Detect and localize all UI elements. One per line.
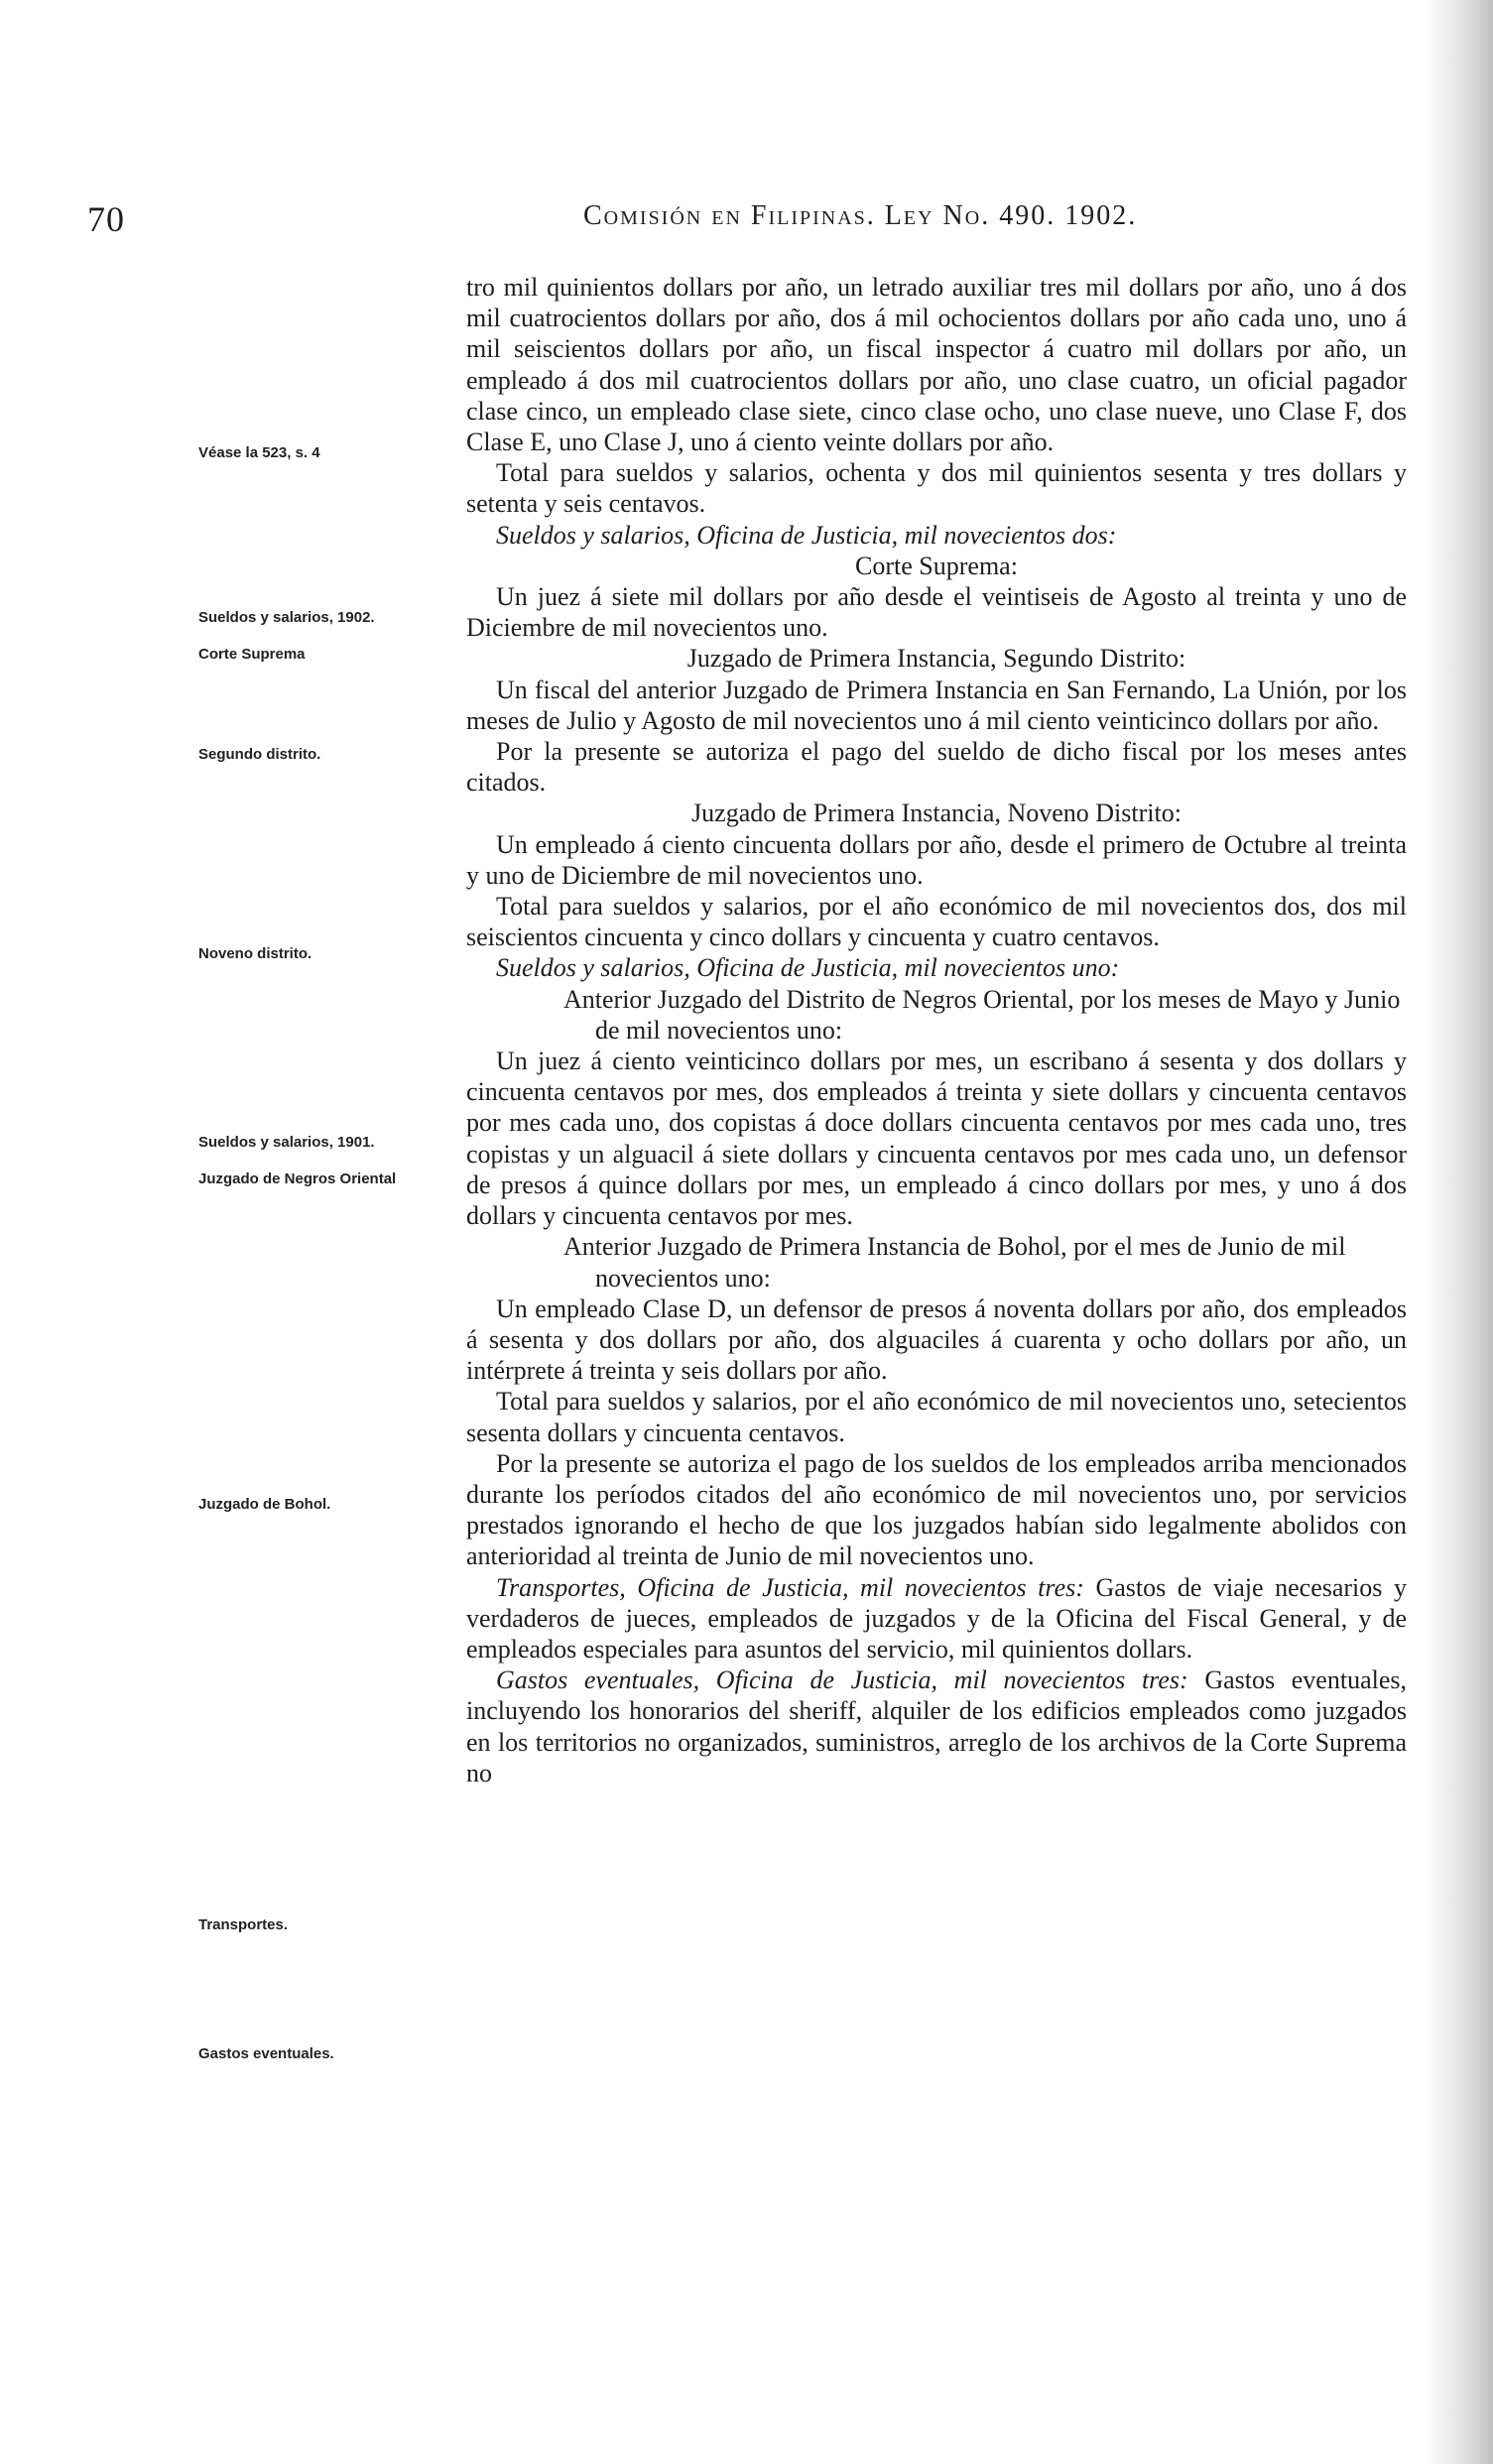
paragraph: Por la presente se autoriza el pago del sueldo de dicho fiscal por los meses antes citados.: [466, 737, 1407, 798]
margin-note-negros-oriental: Juzgado de Negros Oriental: [198, 1170, 397, 1187]
subheading-bohol: Anterior Juzgado de Primera Instancia de Bohol, por el mes de Junio de mil novecientos uno:: [563, 1232, 1346, 1293]
subheading-corte-suprema: Corte Suprema:: [855, 551, 1018, 580]
paragraph-total-3: Total para sueldos y salarios, por el año económico de mil novecientos uno, setecientos sesenta dollars y cincuenta centavos.: [466, 1387, 1407, 1447]
paragraph: Un fiscal del anterior Juzgado de Primera Instancia en San Fernando, La Unión, por los meses de Julio y Agosto de mil novecientos uno á mil ciento veinticinco dollars por año.: [466, 675, 1407, 735]
paragraph-total-2: Total para sueldos y salarios, por el año económico de mil novecientos dos, dos mil seiscientos cincuenta y cinco dollars y cincuenta y cuatro centavos.: [466, 892, 1407, 952]
subheading-noveno-distrito: Juzgado de Primera Instancia, Noveno Distrito:: [691, 799, 1182, 828]
paragraph-transportes: Transportes, Oficina de Justicia, mil novecientos tres: Gastos de viaje necesarios y verdaderos de jueces, empleados de juzgados y de la Oficina del Fiscal General, y de empleados especiales para asuntos del servicio, mil quinientos dollars.: [466, 1572, 1407, 1663]
paragraph: Un empleado á ciento cincuenta dollars por año, desde el primero de Octubre al treinta y uno de Diciembre de mil novecientos uno.: [466, 829, 1407, 890]
margin-note-gastos-eventuales: Gastos eventuales.: [198, 2045, 334, 2062]
section-heading-sueldos-1901: Sueldos y salarios, Oficina de Justicia, mil novecientos uno:: [496, 953, 1120, 983]
paragraph: Un juez á siete mil dollars por año desde el veintiseis de Agosto al treinta y uno de Diciembre de mil novecientos uno.: [466, 582, 1407, 643]
margin-note-bohol: Juzgado de Bohol.: [198, 1496, 331, 1513]
paragraph: tro mil quinientos dollars por año, un letrado auxiliar tres mil dollars por año, uno á dos mil cuatrocientos dollars por año, dos á mil ochocientos dollars por año cada uno, uno á mil seiscientos dollars por año, un fiscal inspector á cuatro mil dollars por año, un empleado á dos mil cuatrocientos dollars por año, uno clase cuatro, un oficial pagador clase cinco, un empleado clase siete, cinco clase ocho, uno clase nueve, uno Clase F, dos Clase E, uno Clase J, uno á ciento veinte dollars por año.: [466, 273, 1407, 457]
margin-note-corte-suprema: Corte Suprema: [198, 646, 306, 663]
margin-note-noveno-distrito: Noveno distrito.: [198, 945, 312, 962]
margin-note-sueldos-1901: Sueldos y salarios, 1901.: [198, 1134, 375, 1151]
body-text: [466, 272, 1407, 1788]
paragraph: Por la presente se autoriza el pago de los sueldos de los empleados arriba mencionados durante los períodos citados del año económico de mil novecientos uno, por servicios prestados ignorando el hecho de que los juzgados habían sido legalmente abolidos con anterioridad al treinta de Junio de mil novecientos uno.: [466, 1448, 1407, 1571]
paragraph-total-1: Total para sueldos y salarios, ochenta y dos mil quinientos sesenta y tres dollars y setenta y seis centavos.: [466, 458, 1407, 519]
subheading-segundo-distrito: Juzgado de Primera Instancia, Segundo Distrito:: [686, 644, 1186, 674]
paragraph-gastos-eventuales: Gastos eventuales, Oficina de Justicia, mil novecientos tres: Gastos eventuales, incluyendo los honorarios del sheriff, alquiler de los edificios empleados como juzgados en los territorios no organizados, suministros, arreglo de los archivos de la Corte Suprema no: [466, 1665, 1407, 1787]
section-heading-sueldos-1902: Sueldos y salarios, Oficina de Justicia, mil novecientos dos:: [496, 520, 1117, 550]
running-head: [87, 196, 1273, 239]
margin-note-sueldos-1902: Sueldos y salarios, 1902.: [198, 609, 375, 626]
margin-note-transportes: Transportes.: [198, 1916, 289, 1933]
subheading-negros-oriental: Anterior Juzgado del Distrito de Negros Oriental, por los meses de Mayo y Junio de mil novecientos uno:: [563, 984, 1401, 1045]
margin-note-segundo-distrito: Segundo distrito.: [198, 746, 321, 763]
margin-note-vease: Véase la 523, s. 4: [198, 444, 320, 461]
page-number: 70: [87, 199, 125, 239]
page-edge-shadow: [1424, 0, 1493, 2464]
paragraph: Un juez á ciento veinticinco dollars por mes, un escribano á sesenta y dos dollars y cincuenta centavos por mes, dos empleados á treinta y siete dollars y cincuenta centavos por mes cada uno, dos copistas á doce dollars cincuenta centavos por mes cada uno, tres copistas y un alguacil á siete dollars y cincuenta centavos por mes cada uno, un defensor de presos á quince dollars por mes, un empleado á cinco dollars por mes, y uno á dos dollars y cincuenta centavos por mes.: [466, 1047, 1407, 1231]
header-title: Comisión en Filipinas. Ley No. 490. 1902.: [583, 200, 1138, 231]
paragraph: Un empleado Clase D, un defensor de presos á noventa dollars por año, dos empleados á sesenta y dos dollars por año, dos alguaciles á cuarenta y ocho dollars por año, un intérprete á treinta y seis dollars por año.: [466, 1294, 1407, 1386]
